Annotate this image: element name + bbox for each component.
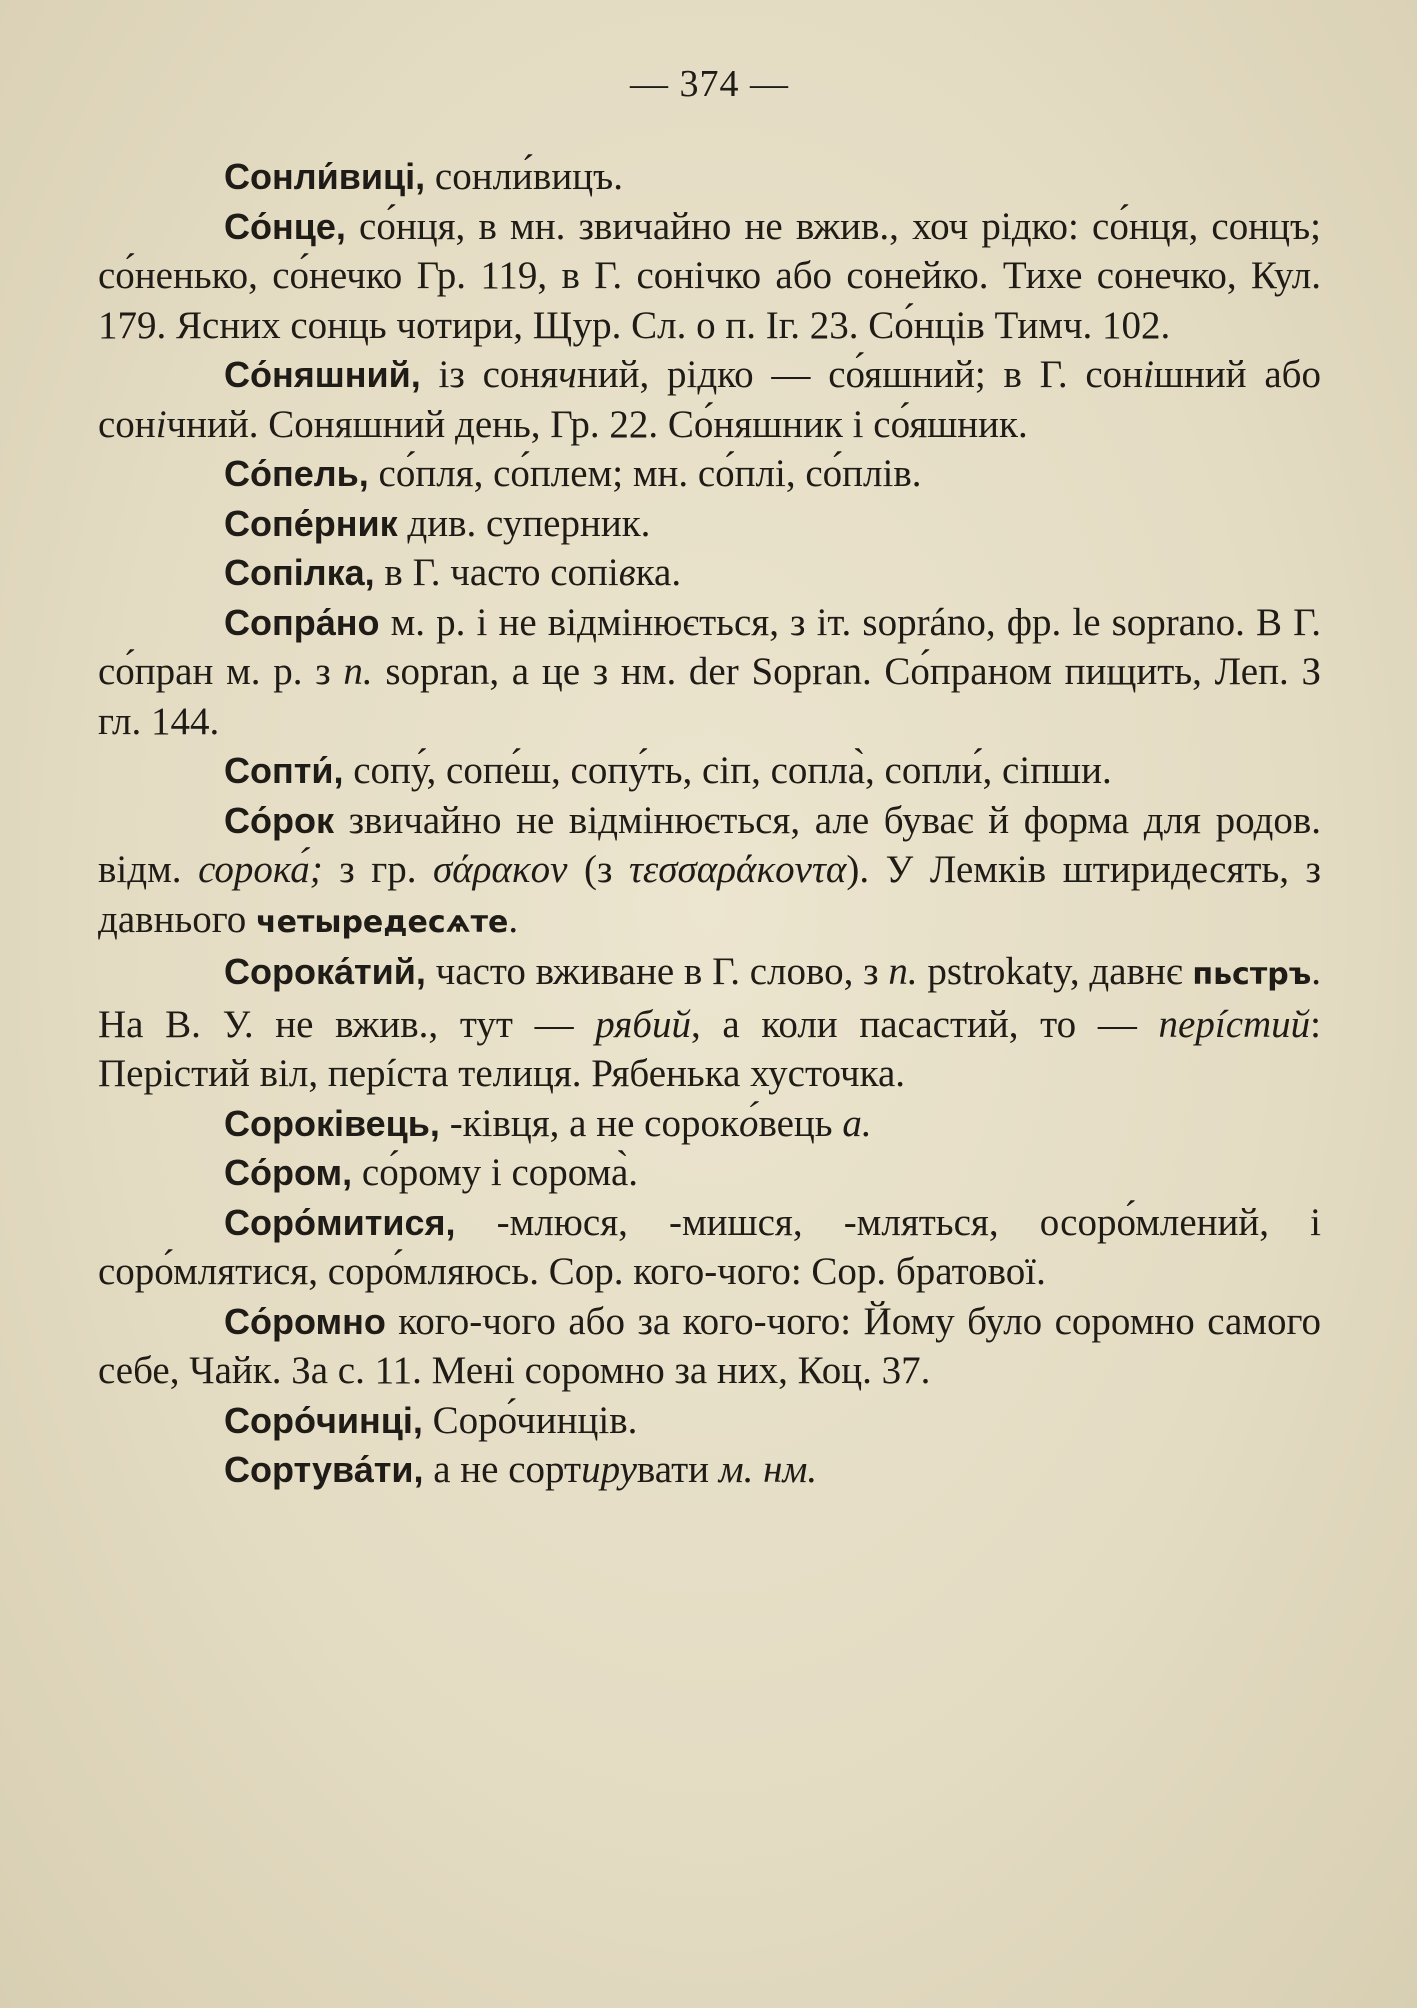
entry-soprano: [98, 598, 1321, 747]
headword: Соро́митися,: [224, 1201, 456, 1243]
italic-text: перíстий: [1158, 1002, 1311, 1046]
entry-text: -кiвця, а не сорок: [439, 1101, 739, 1145]
headword: Со́рок: [224, 799, 334, 841]
entry-text: sopran, а це з нм. der Sopran. Со́праном пищить, Леп. З гл. 144.: [98, 650, 1321, 743]
italic-text: п.: [343, 650, 373, 693]
italic-text: о́: [738, 1101, 759, 1145]
italic-text: а.: [842, 1101, 872, 1145]
entry-text: чний. Соняшний день, Гр. 22. Со́няшник i со́яшник.: [166, 402, 1028, 446]
headword: Сорокiвець,: [224, 1102, 440, 1144]
italic-text: i: [155, 402, 167, 446]
entry-sopel: [98, 449, 1321, 499]
headword: Сопра́но: [224, 601, 380, 643]
entry-sopilka: [98, 548, 1321, 598]
entry-text: ний, рiдко — со́яшний; в Г. сон: [576, 353, 1144, 396]
headword: Сопiлка,: [224, 552, 375, 593]
entry-text: сопу́, сопе́ш, сопу́ть, сiп, сопла̀, сопли́, сiпши.: [343, 749, 1112, 792]
headword: Со́пель,: [224, 453, 369, 494]
entry-text: (з: [567, 848, 629, 891]
entry-sorochyntsi: [98, 1396, 1321, 1446]
italic-text: i: [1143, 353, 1154, 396]
entry-soniashnyi: [98, 350, 1321, 449]
entry-text: iз соня: [420, 353, 559, 396]
entry-sorokivets: [98, 1099, 1321, 1149]
italic-text: сорока́;: [198, 848, 323, 891]
entry-text: pstrokaty, давнє: [917, 950, 1193, 993]
entry-text: ). У Лемкiв штиридесять, з давнього: [98, 848, 1321, 941]
italic-text: иру: [581, 1448, 637, 1491]
entry-text: -млюся, -мишся, -мляться, осоро́млений, i соро́млятися, соро́мляюсь. Сор. кого-чого: Сор. братовоï.: [98, 1200, 1321, 1293]
italic-text: рябий: [595, 1002, 691, 1046]
entry-text: со́нця, в мн. звичайно не вжив., хоч рiдко: со́нця, сонцъ; со́ненько, со́нечко Гр. 119, в Г. сонiчко або сонейко. Тихе сонечко, Кул. 179. Ясних сонць чотири, Щур. Сл. о п. Iг. 23. Со́нцiв Тимч. 102.: [98, 204, 1321, 347]
entry-text: з гр.: [322, 848, 433, 891]
greek-text: σάρακον: [433, 848, 568, 891]
entry-sonlyvytsi: [98, 152, 1321, 202]
entry-text: а не сорт: [423, 1448, 582, 1491]
entry-text: часто вживане в Г. слово, з: [425, 950, 889, 993]
church-slavonic-text: пьстръ: [1192, 957, 1312, 992]
entry-text: .: [508, 897, 519, 941]
entry-text: . На В. У. не вжив., тут —: [98, 950, 1321, 1046]
entry-sorom: [98, 1148, 1321, 1198]
headword: Со́няшний,: [224, 354, 421, 395]
entry-text: м. р. i не вiдмiнюється, з iт. sopráno, фр. le soprano. В Г. со́пран м. р. з: [98, 600, 1321, 693]
headword: Со́ром,: [224, 1152, 353, 1193]
entry-sorok: [98, 796, 1321, 948]
entry-sorokatyi: [98, 947, 1321, 1099]
entries-list: [98, 152, 1321, 1495]
headword: Сортува́ти,: [224, 1449, 424, 1490]
entry-sortuvaty: [98, 1445, 1321, 1495]
entry-text: : Перiстий вiл, перíста телиця. Рябенька хусточка.: [98, 1002, 1322, 1095]
entry-text: кого-чого або за кого-чого: Йому було соромно самого себе, Чайк. За с. 11. Менi соромно за них, Коц. 37.: [98, 1299, 1321, 1392]
headword: Сонли́вицi,: [224, 156, 426, 197]
church-slavonic-text: четыредесѧте: [256, 904, 509, 940]
entry-text: в Г. часто сопi: [374, 551, 619, 594]
entry-text: ка.: [635, 551, 682, 594]
italic-text: м. нм.: [718, 1448, 818, 1491]
greek-text: τεσσαράκοντα: [628, 848, 847, 891]
entry-sopty: [98, 746, 1321, 796]
entry-text: звичайно не вiдмiнюється, але буває й форма для родов. вiдм.: [98, 798, 1321, 891]
page-number: — 374 —: [630, 63, 789, 105]
entry-text: вець: [758, 1101, 843, 1145]
italic-text: в: [618, 551, 636, 594]
headword: Сопти́,: [224, 750, 344, 791]
entry-soromno: [98, 1297, 1321, 1396]
italic-text: п.: [888, 950, 918, 993]
entry-supernyk: [98, 499, 1321, 549]
italic-text: ч: [558, 353, 577, 396]
headword: Сорока́тий,: [224, 951, 426, 992]
entry-text: Соро́чинцiв.: [422, 1398, 638, 1442]
entry-soromytysia: [98, 1198, 1321, 1297]
entry-text: шний або сон: [98, 353, 1321, 446]
entry-sontse: [98, 202, 1321, 351]
entry-text: , а коли пасастий, то —: [690, 1002, 1159, 1046]
headword: Cопе́рник: [224, 502, 398, 544]
entry-text: со́рому i сорома̀.: [352, 1151, 639, 1194]
entry-text: со́пля, со́плем; мн. со́плi, со́плiв.: [368, 452, 922, 495]
entry-text: вати: [636, 1448, 719, 1491]
headword: Со́ромно: [224, 1300, 386, 1342]
entry-text: сонли́вицъ.: [425, 155, 623, 198]
headword: Соро́чинцi,: [224, 1399, 423, 1441]
headword: Со́нце,: [224, 205, 346, 247]
entry-text: див. суперник.: [397, 501, 651, 545]
